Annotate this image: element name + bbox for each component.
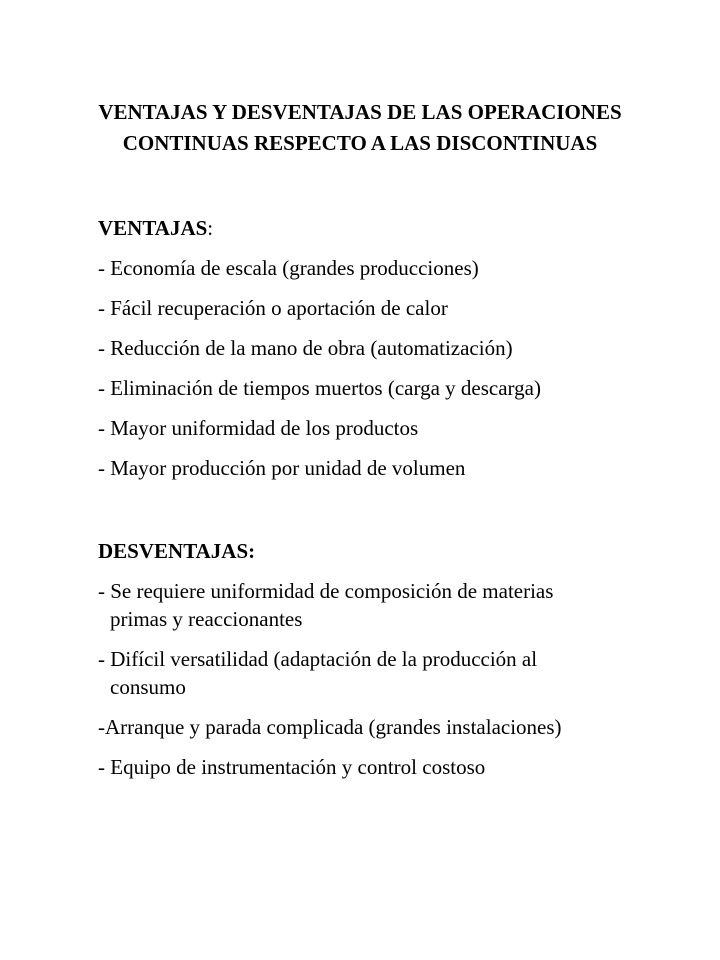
page-title-line-2: CONTINUAS RESPECTO A LAS DISCONTINUAS bbox=[122, 131, 598, 155]
desventajas-item-text: - Equipo de instrumentación y control costoso bbox=[98, 755, 486, 779]
ventajas-section bbox=[98, 214, 698, 494]
ventajas-item bbox=[98, 454, 698, 482]
ventajas-item-text: - Mayor producción por unidad de volumen bbox=[98, 456, 466, 480]
page-title-line-1: VENTAJAS Y DESVENTAJAS DE LAS OPERACIONES bbox=[98, 100, 622, 124]
ventajas-heading bbox=[98, 214, 698, 254]
ventajas-item bbox=[98, 414, 698, 442]
ventajas-item-text: - Reducción de la mano de obra (automatización) bbox=[98, 336, 513, 360]
desventajas-heading-label: DESVENTAJAS: bbox=[98, 539, 256, 563]
ventajas-item bbox=[98, 334, 698, 362]
desventajas-item-continuation: primas y reaccionantes bbox=[110, 607, 303, 631]
ventajas-item bbox=[98, 254, 698, 282]
ventajas-item-text: - Eliminación de tiempos muertos (carga y descarga) bbox=[98, 376, 541, 400]
desventajas-item-continuation: consumo bbox=[110, 675, 186, 699]
ventajas-item bbox=[98, 294, 698, 322]
ventajas-item-text: - Fácil recuperación o aportación de calor bbox=[98, 296, 448, 320]
desventajas-section bbox=[98, 537, 698, 793]
desventajas-item bbox=[98, 753, 698, 781]
ventajas-heading-colon: : bbox=[207, 216, 214, 240]
desventajas-item-text: - Se requiere uniformidad de composición de materias bbox=[98, 579, 554, 603]
ventajas-item-text: - Economía de escala (grandes producciones) bbox=[98, 256, 479, 280]
ventajas-item bbox=[98, 374, 698, 402]
desventajas-item bbox=[98, 713, 698, 741]
desventajas-heading bbox=[98, 537, 698, 577]
desventajas-item bbox=[98, 577, 698, 633]
desventajas-item bbox=[98, 645, 698, 701]
desventajas-item-text: - Difícil versatilidad (adaptación de la producción al bbox=[98, 647, 538, 671]
desventajas-item-text: -Arranque y parada complicada (grandes instalaciones) bbox=[98, 715, 562, 739]
ventajas-heading-label: VENTAJAS bbox=[98, 216, 208, 240]
page-title bbox=[0, 97, 720, 159]
ventajas-item-text: - Mayor uniformidad de los productos bbox=[98, 416, 419, 440]
